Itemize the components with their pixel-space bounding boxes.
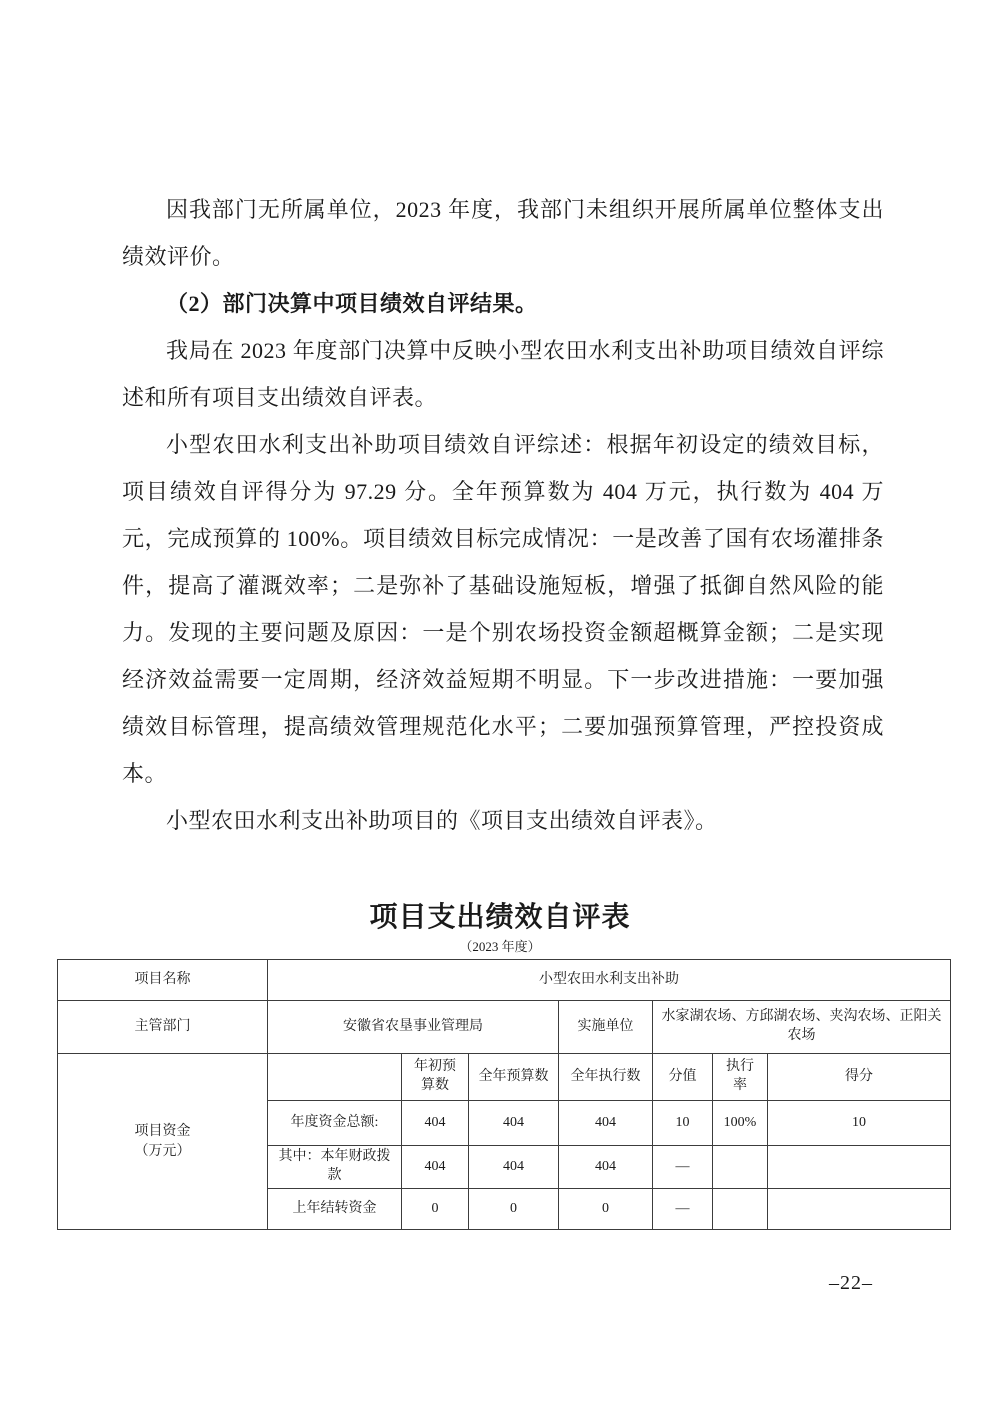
table-row-headers (58, 1054, 951, 1101)
dept-value: 安徽省农垦事业管理局 (268, 1001, 559, 1054)
performance-self-evaluation-table (57, 959, 951, 1230)
dept-label: 主管部门 (58, 1001, 268, 1054)
header-score-value: 分值 (653, 1054, 713, 1101)
paragraph: 因我部门无所属单位，2023 年度，我部门未组织开展所属单位整体支出绩效评价。 (122, 197, 884, 269)
table-subtitle: （2023 年度） (459, 939, 541, 954)
header-initial-budget: 年初预算数 (402, 1054, 469, 1101)
cell-value (713, 1146, 768, 1189)
cell-value: 100% (713, 1101, 768, 1146)
cell-value: 0 (402, 1189, 469, 1230)
cell-value: — (653, 1146, 713, 1189)
table-row-departments (58, 1001, 951, 1054)
cell-value: 0 (559, 1189, 653, 1230)
row-label-total-funds: 年度资金总额: (268, 1101, 402, 1146)
cell-value (768, 1146, 951, 1189)
table-title: 项目支出绩效自评表 (369, 901, 631, 932)
cell-value: 10 (653, 1101, 713, 1146)
section-label-line2: （万元） (134, 1143, 191, 1159)
body-text (122, 186, 884, 844)
section-label-line1: 项目资金 (134, 1123, 191, 1139)
header-execution-rate: 执行率 (713, 1054, 768, 1101)
cell-value: 10 (768, 1101, 951, 1146)
project-name-value: 小型农田水利支出补助 (268, 960, 951, 1001)
paragraph-heading: （2）部门决算中项目绩效自评结果。 (166, 291, 538, 316)
impl-unit-label: 实施单位 (559, 1001, 653, 1054)
cell-value: 404 (402, 1101, 469, 1146)
cell-value (713, 1189, 768, 1230)
header-score: 得分 (768, 1054, 951, 1101)
cell-value: 404 (402, 1146, 469, 1189)
table-section (0, 891, 1000, 1295)
empty-header-cell (268, 1054, 402, 1101)
paragraph: 小型农田水利支出补助项目绩效自评综述：根据年初设定的绩效目标，项目绩效自评得分为 97.29 分。全年预算数为 404 万元，执行数为 404 万元，完成预算的 100%。项目绩效目标完成情况：一是改善了国有农场灌排条件，提高了灌溉效率；二是弥补了基础设施短板，增强了抵御自然风险的能力。发现的主要问题及原因：一是个别农场投资金额超概算金额；二是实现经济效益需要一定周期，经济效益短期不明显。下一步改进措施：一要加强绩效目标管理，提高绩效管理规范化水平；二要加强预算管理，严控投资成本。 (122, 432, 884, 786)
row-label-fiscal-appropriation: 其中：本年财政拨款 (268, 1146, 402, 1189)
paragraph: 小型农田水利支出补助项目的《项目支出绩效自评表》。 (166, 808, 718, 833)
section-label-project-funds (58, 1054, 268, 1230)
page-number: –22– (829, 1272, 873, 1294)
project-name-label: 项目名称 (58, 960, 268, 1001)
header-annual-execution: 全年执行数 (559, 1054, 653, 1101)
cell-value: 0 (469, 1189, 559, 1230)
cell-value (768, 1189, 951, 1230)
cell-value: — (653, 1189, 713, 1230)
impl-unit-value: 水家湖农场、方邱湖农场、夹沟农场、正阳关农场 (653, 1001, 951, 1054)
cell-value: 404 (469, 1146, 559, 1189)
header-annual-budget: 全年预算数 (469, 1054, 559, 1101)
paragraph: 我局在 2023 年度部门决算中反映小型农田水利支出补助项目绩效自评综述和所有项目支出绩效自评表。 (122, 338, 884, 410)
row-label-carryover-funds: 上年结转资金 (268, 1189, 402, 1230)
cell-value: 404 (469, 1101, 559, 1146)
cell-value: 404 (559, 1101, 653, 1146)
cell-value: 404 (559, 1146, 653, 1189)
table-row-project-name (58, 960, 951, 1001)
